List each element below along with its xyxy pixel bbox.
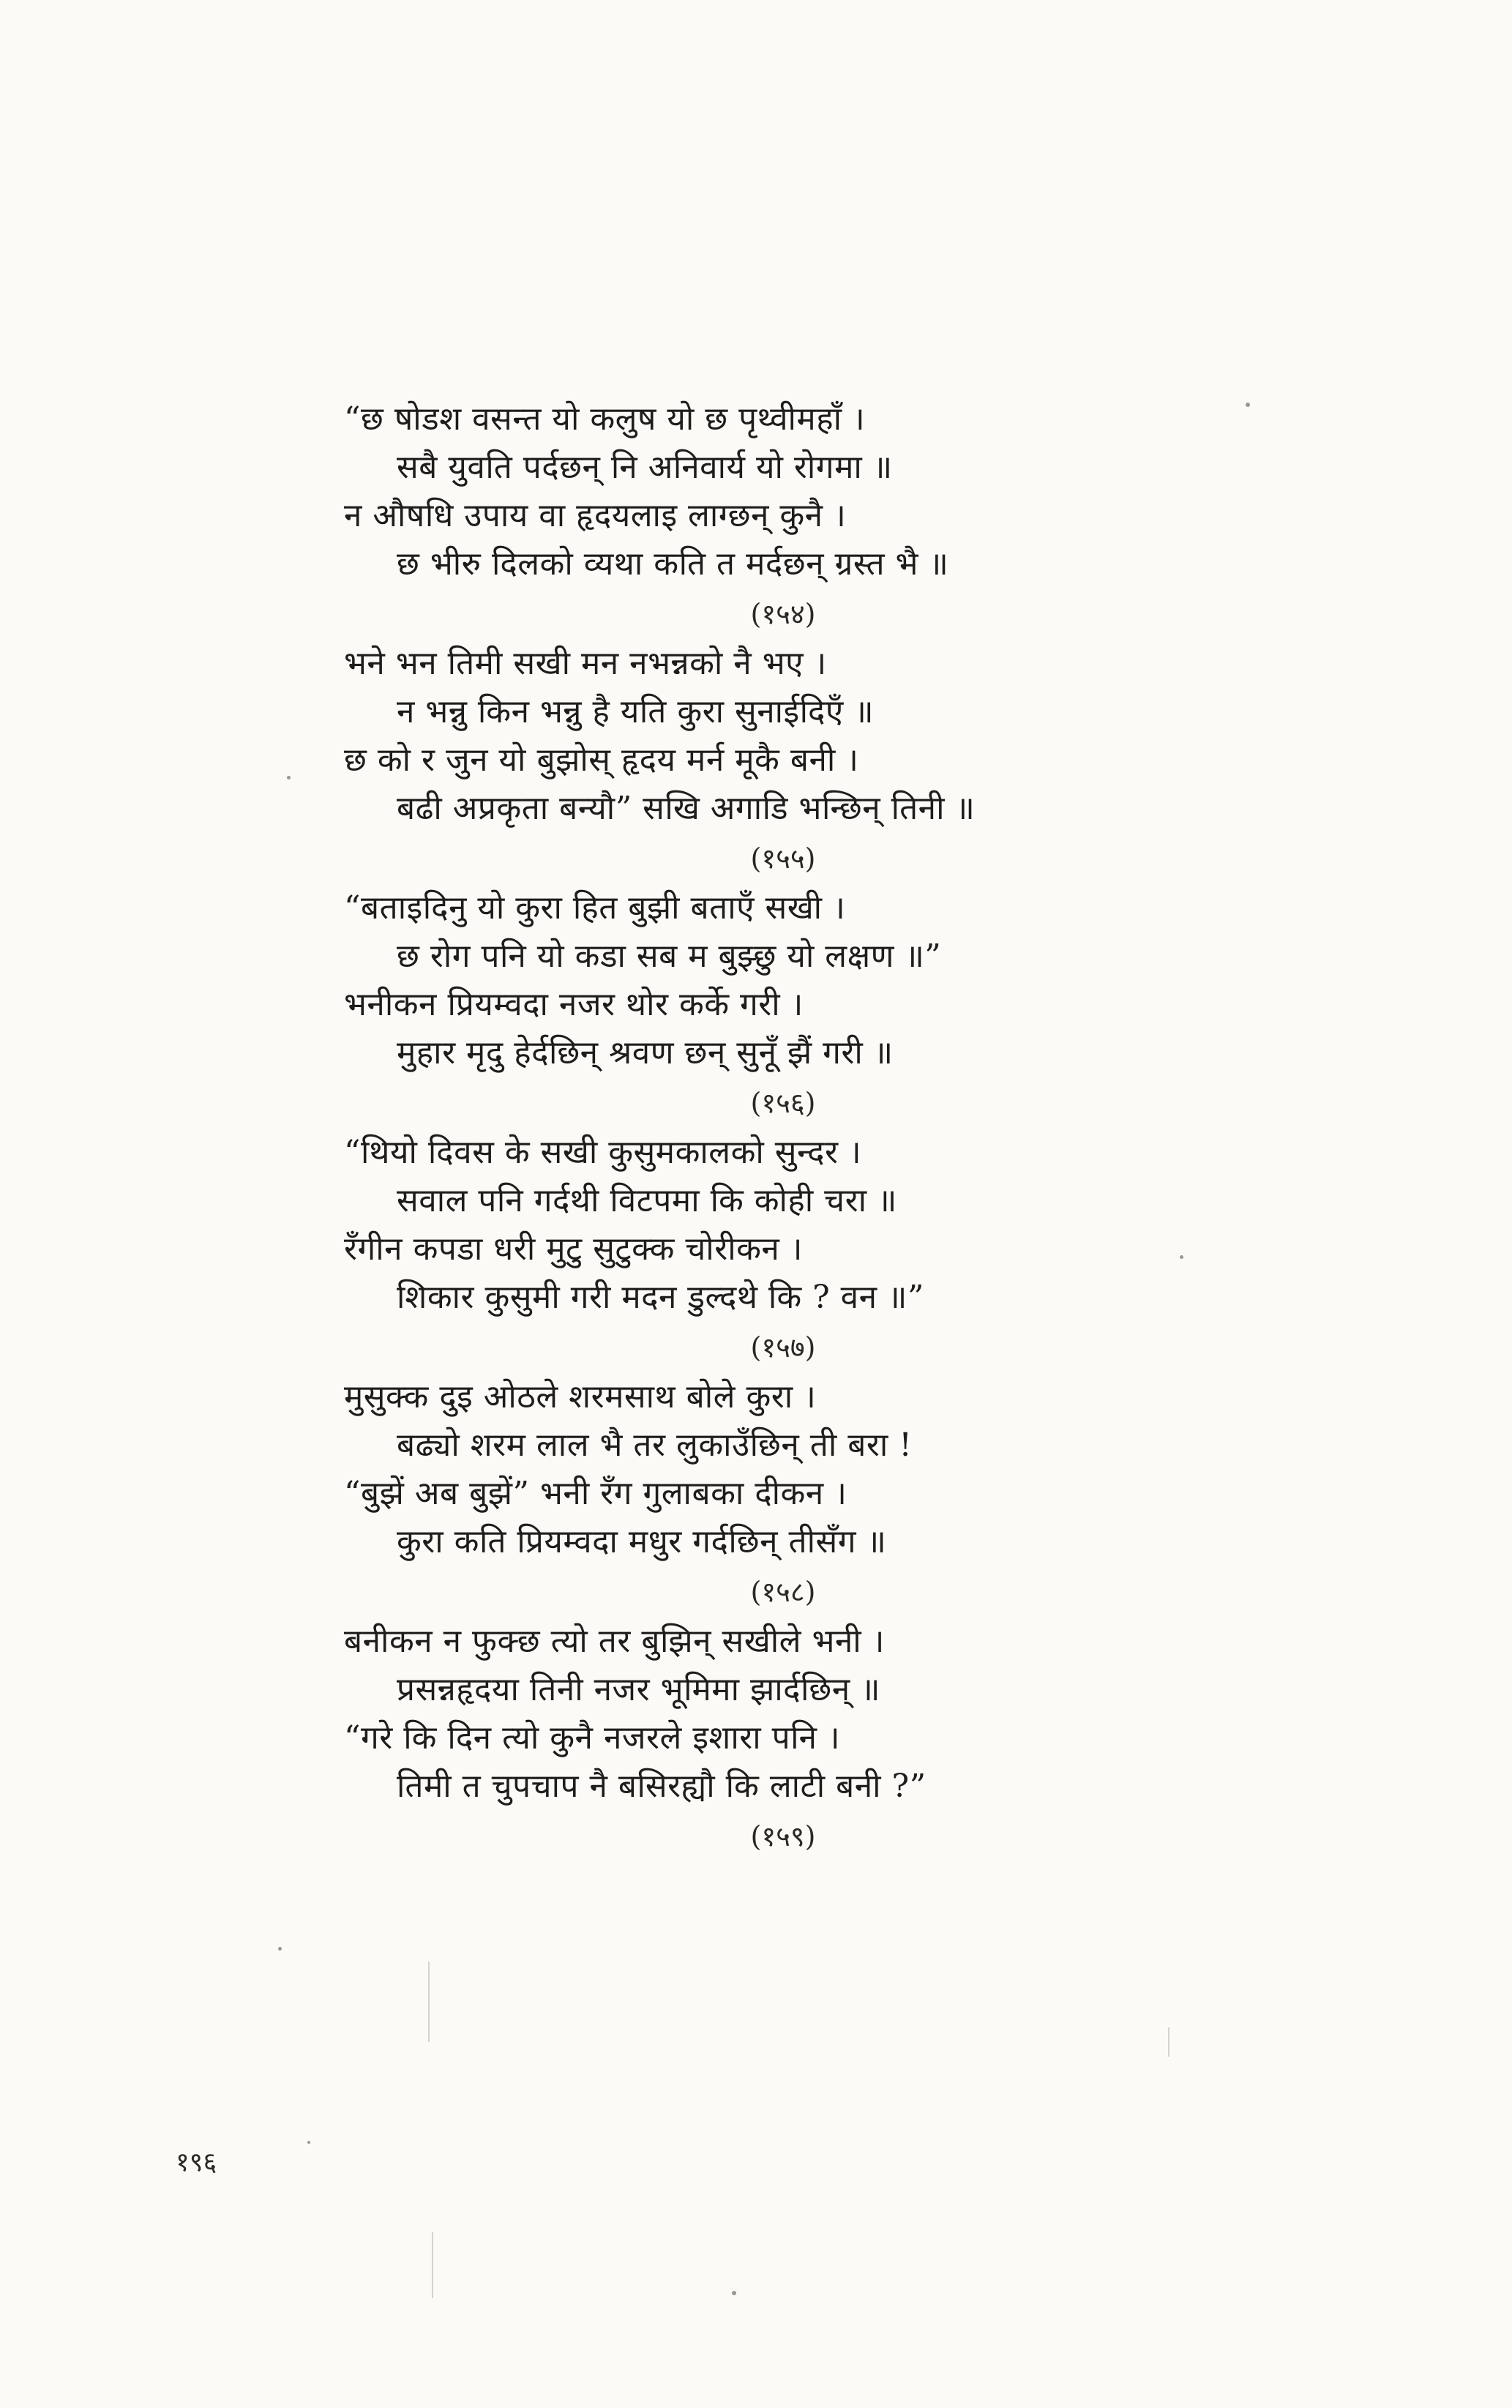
verse-line: मुहार मृदु हेर्दछिन् श्रवण छन् सुनूँ झैं गरी ॥ [397,1034,894,1072]
scan-speck [278,1947,282,1951]
page-number: १९६ [176,2147,217,2177]
verse-line: न औषधि उपाय वा हृदयलाइ लाग्छन् कुनै । [344,497,847,534]
verse-line: शिकार कुसुमी गरी मदन डुल्दथे कि ? वन ॥” [397,1279,924,1316]
verse-line: कुरा कति प्रियम्वदा मधुर गर्दछिन् तीसँग ॥ [397,1523,887,1560]
verse-line: बनीकन न फुक्छ त्यो तर बुझिन् सखीले भनी । [344,1623,885,1660]
stanza-157 [344,1129,1193,1373]
scan-speck [307,2141,310,2144]
verse-number: (१५६) [750,1087,816,1119]
verse-line: छ को र जुन यो बुझोस् हृदय मर्न मूकै बनी । [344,741,859,779]
verse-line: सवाल पनि गर्दथी विटपमा कि कोही चरा ॥ [397,1182,897,1219]
scan-line [432,2232,433,2298]
verse-number: (१५९) [750,1820,816,1852]
stanza-156 [344,884,1193,1129]
verse-line: रँगीन कपडा धरी मुटु सुटुक्क चोरीकन । [344,1230,803,1268]
verse-line: “बताइदिनु यो कुरा हित बुझी बताएँ सखी । [344,889,846,927]
scan-speck [1180,1255,1183,1259]
verse-number: (१५८) [750,1576,816,1608]
poem-verses [344,395,1193,1862]
scan-line [1168,2027,1169,2057]
scan-speck [732,2291,736,2295]
verse-line: भने भन तिमी सखी मन नभन्नको नै भए । [344,645,827,682]
stanza-155 [344,640,1193,884]
verse-line: छ भीरु दिलको व्यथा कति त मर्दछन् ग्रस्त भै ॥ [397,545,949,583]
verse-line: प्रसन्नहृदया तिनी नजर भूमिमा झार्दछिन् ॥ [397,1671,881,1708]
verse-line: “बुझें अब बुझें” भनी रँग गुलाबका दीकन । [344,1475,847,1512]
scan-speck [287,776,291,779]
verse-line: “छ षोडश वसन्त यो कलुष यो छ पृथ्वीमहाँ । [344,400,866,438]
verse-line: सबै युवति पर्दछन् नि अनिवार्य यो रोगमा ॥ [397,449,893,486]
verse-line: बढ्यो शरम लाल भै तर लुकाउँछिन् ती बरा ! [397,1427,913,1464]
stanza-154 [344,395,1193,640]
stanza-159 [344,1618,1193,1862]
verse-line: भनीकन प्रियम्वदा नजर थोर कर्के गरी । [344,986,804,1023]
verse-number: (१५७) [750,1331,816,1364]
verse-line: “थियो दिवस के सखी कुसुमकालको सुन्दर । [344,1134,862,1171]
verse-line: तिमी त चुपचाप नै बसिरह्यौ कि लाटी बनी ?” [397,1768,927,1805]
verse-line: “गरे कि दिन त्यो कुनै नजरले इशारा पनि । [344,1719,841,1757]
verse-line: मुसुक्क दुइ ओठले शरमसाथ बोले कुरा । [344,1378,817,1416]
verse-line: छ रोग पनि यो कडा सब म बुझ्छु यो लक्षण ॥” [397,938,942,975]
scan-speck [1246,403,1250,407]
verse-number: (१५४) [750,598,816,630]
verse-number: (१५५) [750,842,816,875]
scan-line [428,1962,430,2042]
stanza-158 [344,1373,1193,1618]
verse-line: बढी अप्रकृता बन्यौ” सखि अगाडि भन्छिन् तिनी ॥ [397,790,976,827]
verse-line: न भन्नु किन भन्नु है यति कुरा सुनाईदिएँ ॥ [397,693,875,730]
